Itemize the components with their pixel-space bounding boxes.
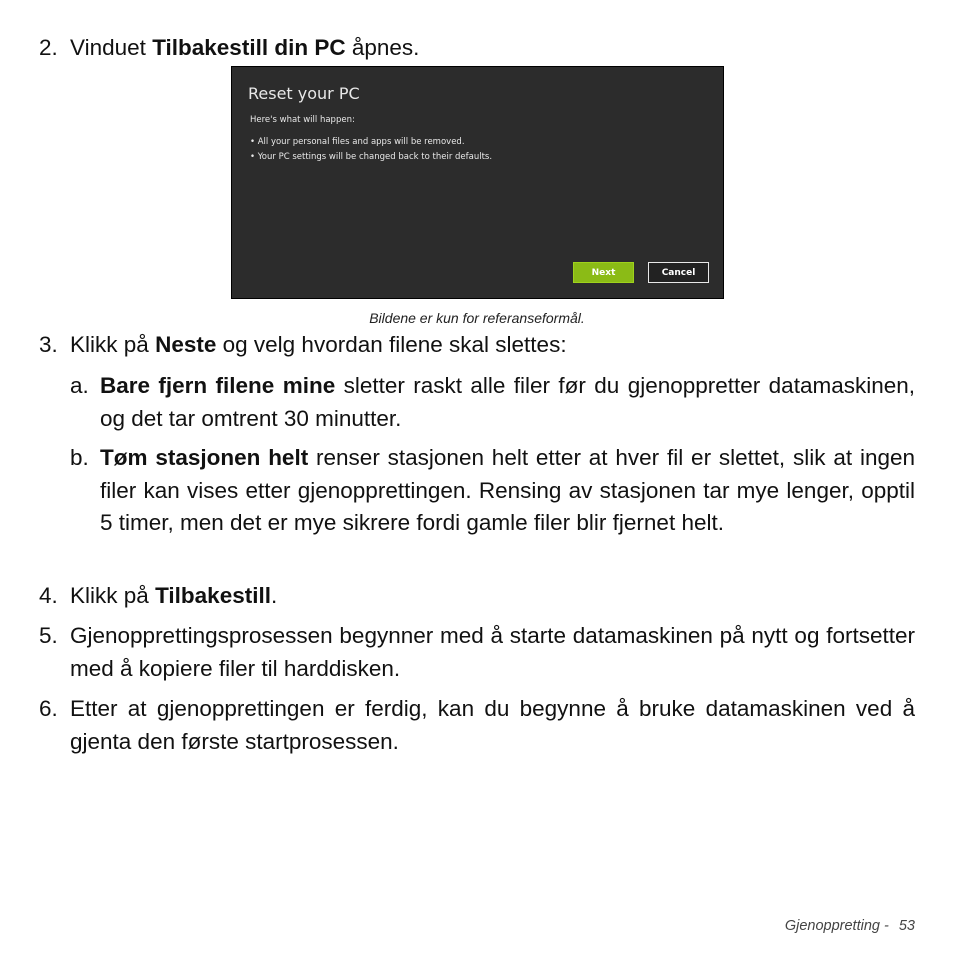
step-4 <box>39 580 919 613</box>
step-3a <box>70 370 915 435</box>
substep-letter: a. <box>70 373 89 398</box>
step-text-pre: Klikk på <box>70 583 156 608</box>
image-caption: Bildene er kun for referanseformål. <box>369 310 585 326</box>
step-text-bold: Tilbakestill din PC <box>152 35 346 60</box>
reset-pc-subtitle: Here's what will happen: <box>250 115 355 125</box>
step-number: 6. <box>39 696 58 721</box>
step-text: Etter at gjenopprettingen er ferdig, kan du begynne å bruke datamaskinen ved å gjenta den første startprosessen. <box>70 696 915 754</box>
cancel-button[interactable]: Cancel <box>648 262 709 283</box>
step-number: 3. <box>39 332 58 357</box>
step-text-post: og velg hvordan filene skal slettes: <box>216 332 567 357</box>
step-text-bold: Tilbakestill <box>155 583 271 608</box>
step-text-post: åpnes. <box>345 35 420 60</box>
step-number: 2. <box>39 35 58 60</box>
step-number: 5. <box>39 623 58 648</box>
step-2 <box>39 32 919 65</box>
substep-text <box>100 370 915 435</box>
footer-section: Gjenoppretting - <box>784 918 889 934</box>
step-text: Gjenopprettingsprosessen begynner med å starte datamaskinen på nytt og fortsetter med å kopiere filer til harddisken. <box>70 623 915 681</box>
page-number: 53 <box>898 918 915 934</box>
reset-pc-screenshot <box>231 66 724 299</box>
step-3b <box>70 442 915 540</box>
step-5 <box>39 620 915 685</box>
step-text-pre: Vinduet <box>70 35 153 60</box>
step-number: 4. <box>39 583 58 608</box>
step-text-bold: Neste <box>155 332 217 357</box>
substep-bold: Tøm stasjonen helt <box>100 445 309 470</box>
step-6 <box>39 693 915 758</box>
substep-bold: Bare fjern filene mine <box>100 373 336 398</box>
reset-pc-title: Reset your PC <box>248 84 360 103</box>
substep-text <box>100 442 915 540</box>
substep-letter: b. <box>70 445 89 470</box>
step-text-pre: Klikk på <box>70 332 156 357</box>
step-3 <box>39 329 919 362</box>
page-footer <box>785 918 915 934</box>
reset-pc-bullet: • Your PC settings will be changed back to their defaults. <box>250 152 493 162</box>
substep-body: sletter raskt alle filer før du gjenoppretter datamaskinen, og det tar omtrent 30 minutter. <box>100 373 916 431</box>
substep-body: renser stasjonen helt etter at hver fil er slettet, slik at ingen filer kan vises etter gjenopprettingen. Rensing av stasjonen tar mye lenger, opptil 5 timer, men det er mye sikrere fordi gamle filer blir fjernet helt. <box>100 445 915 535</box>
step-text-post: . <box>270 583 278 608</box>
next-button[interactable]: Next <box>573 262 634 283</box>
reset-pc-bullet: • All your personal files and apps will be removed. <box>250 137 465 147</box>
